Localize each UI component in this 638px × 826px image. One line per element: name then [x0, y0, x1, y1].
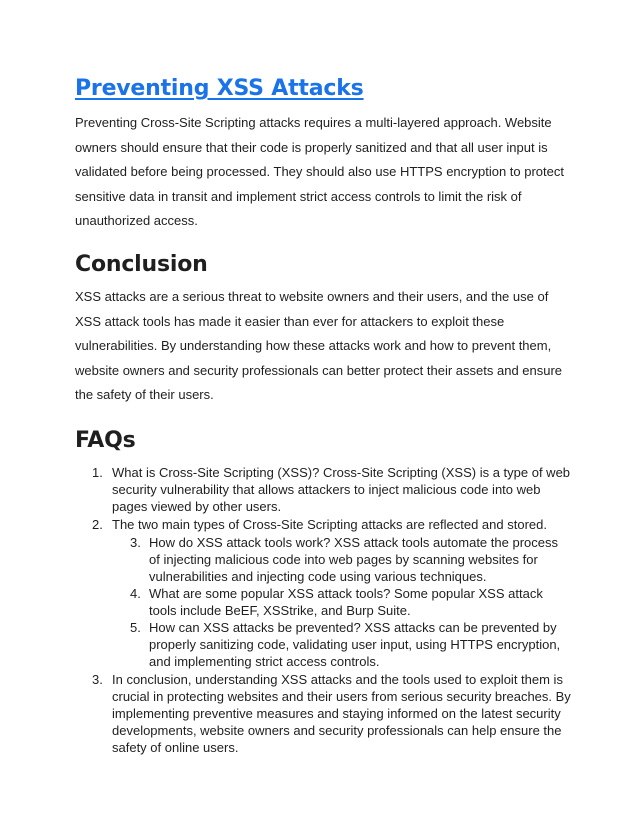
conclusion-paragraph: XSS attacks are a serious threat to website owners and their users, and the use of XSS attack tools has made it easier than ever for attackers to exploit these vulnerabilities. By understanding how these attacks work and how to prevent them, website owners and security professionals can better protect their assets and ensure the safety of their users.	[75, 289, 563, 402]
faq-list	[75, 464, 575, 757]
faq-sub-item-4	[75, 585, 575, 619]
faq-sub-item-text: How can XSS attacks be prevented? XSS attacks can be prevented by properly sanitizing code, validating user input, using HTTPS encryption, and implementing strict access controls.	[149, 620, 561, 669]
preventing-xss-heading-link[interactable]: Preventing XSS Attacks	[75, 76, 364, 101]
preventing-xss-paragraph: Preventing Cross-Site Scripting attacks requires a multi-layered approach. Website owners should ensure that their code is properly sanitized and that all user input is validated before being processed. They should also use HTTPS encryption to protect sensitive data in transit and implement strict access controls to limit the risk of unauthorized access.	[75, 115, 564, 228]
faq-sub-list	[75, 534, 575, 670]
faq-sub-item-3	[75, 534, 575, 585]
faq-item-3	[75, 671, 575, 756]
faq-sub-item-number: 4.	[130, 586, 141, 601]
faq-sub-item-5	[75, 619, 575, 670]
faq-item-number: 2.	[92, 517, 103, 532]
faq-item-number: 3.	[92, 672, 103, 687]
faq-item-number: 1.	[92, 465, 103, 480]
faq-item-text: In conclusion, understanding XSS attacks and the tools used to exploit them is crucial in protecting websites and their users from serious security breaches. By implementing preventive measures and staying informed on the latest security developments, website owners and security professionals can help ensure the safety of online users.	[112, 672, 571, 755]
faq-item-text: What is Cross-Site Scripting (XSS)? Cross-Site Scripting (XSS) is a type of web security vulnerability that allows attackers to inject malicious code into web pages viewed by other users.	[112, 465, 571, 514]
faqs-heading: FAQs	[75, 428, 136, 453]
faq-sub-item-number: 3.	[130, 535, 141, 550]
faq-item-2	[75, 516, 575, 533]
faq-item-text: The two main types of Cross-Site Scripting attacks are reflected and stored.	[112, 517, 547, 532]
conclusion-heading: Conclusion	[75, 252, 208, 277]
faq-item-1	[75, 464, 575, 515]
faq-sub-item-text: How do XSS attack tools work? XSS attack tools automate the process of injecting malicious code into web pages by scanning websites for vulnerabilities and injecting code using various techniques.	[149, 535, 558, 584]
faq-sub-item-number: 5.	[130, 620, 141, 635]
faq-sub-item-text: What are some popular XSS attack tools? Some popular XSS attack tools include BeEF, XSStrike, and Burp Suite.	[149, 586, 543, 618]
